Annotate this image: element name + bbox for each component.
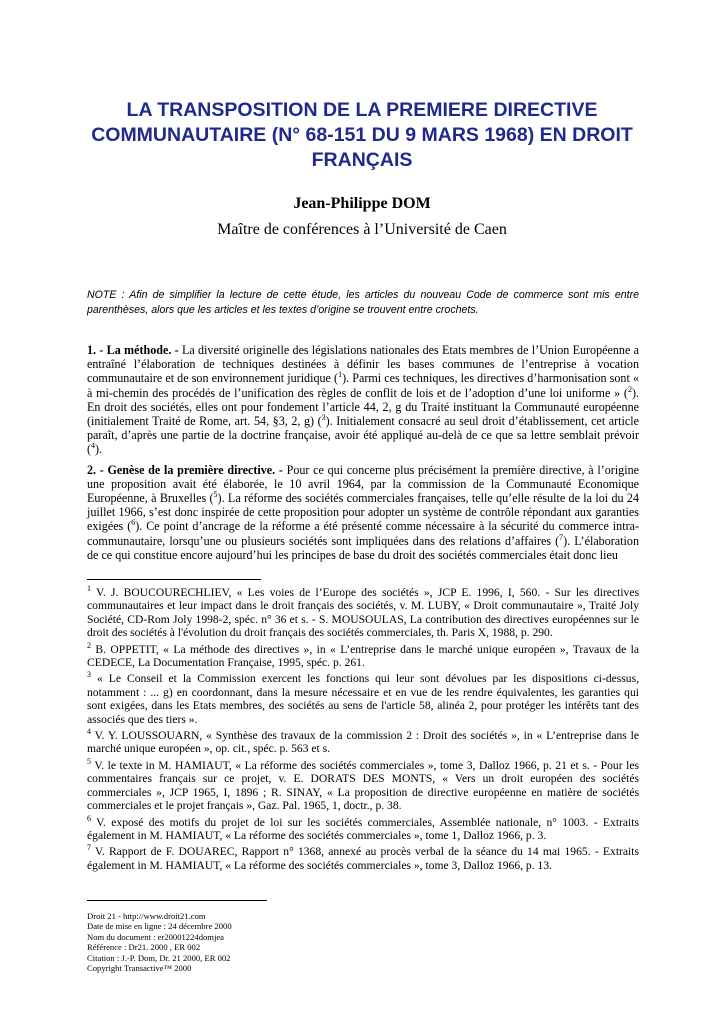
paragraph-2: 2. - Genèse de la première directive. - Pour ce qui concerne plus précisément la première directive, à l’origine une proposition avait été élaborée, le 10 avril 1964, par la commission de la Communauté Economique Européenne, à Bruxelles ($^5$). La réforme des sociétés commerciales françaises, telle qu’elle résulte de la loi du 24 juillet 1966, s’est donc inspirée de cette proposition pour adopter un système de contrôle répondant aux garanties exigées ($^6$). Ce point d’ancrage de la réforme a été présenté comme nécessaire à la sécurité du commerce intra-communautaire, lorsqu’une ou plusieurs sociétés sont impliquées dans des relations d’affaires ($^7$). L’élaboration de ce qui constitue encore aujourd’hui les principes de base du droit des sociétés commerciales était donc lieu	[87, 462, 640, 562]
footnote-text: V. Rapport de F. DOUAREC, Rapport n° 1368, annexé au procès verbal de la séance du 14 mai 1965. - Extraits également in M. HAMIAUT, « La réforme des sociétés commerciales », tome 3, Dalloz 1966, p. 13.	[87, 845, 639, 872]
footnote-number: 5	[87, 757, 91, 767]
footnote-text: « Le Conseil et la Commission exercent les fonctions qui leur sont dévolues par les dispositions ci-dessus, notamment : ... g) en coordonnant, dans la mesure nécessaire et en vue de les rendre équivalentes, les garanties qui sont exigées, dans les Etats membres, des sociétés au sens de l'article 58, alinéa 2, pour protéger les intérêts tant des associés que des tiers ».	[87, 672, 639, 726]
footnote-text: V. exposé des motifs du projet de loi sur les sociétés commerciales, Assemblée nationale, n° 1003. - Extraits également in M. HAMIAUT, « La réforme des sociétés commerciales », tome 1, Dalloz 1966, p. 3.	[87, 815, 639, 842]
footnote	[87, 586, 639, 640]
paragraph-heading: 1. - La méthode. -	[87, 343, 179, 357]
footer-site-line[interactable]: Droit 21 - http://www.droit21.com	[87, 911, 206, 921]
author-affiliation: Maître de conférences à l’Université de Caen	[217, 221, 507, 238]
footnote-number: 1	[87, 584, 91, 594]
footnote	[87, 845, 639, 872]
paragraph-1: 1. - La méthode. - La diversité originelle des législations nationales des Etats membres de l’Union Européenne a entraîné l’élaboration de techniques destinées à définir les bases communes de l’entreprise à vocation communautaire et de son environnement juridique ($^1$). Parmi ces techniques, les directives d’harmonisation sont « à mi-chemin des procédés de l’unification des règles de conflit de lois et de l’adoption d’une loi uniforme » ($^2$). En droit des sociétés, elles ont pour fondement l’article 44, 2, g du Traité instituant la Communauté européenne (initialement Traité de Rome, art. 54, §3, 2, g) ($^3$). Initialement consacré au seul droit d’établissement, cet article paraît, d’après une partie de la doctrine française, avoir été appliqué au-delà de ce que sa lettre semblait prévoir ($^4$).	[87, 343, 639, 457]
footnote-ref[interactable]: 2	[627, 384, 632, 394]
footnote-text: V. le texte in M. HAMIAUT, « La réforme des sociétés commerciales », tome 3, Dalloz 1966, p. 21 et s. - Pour les commentaires français sur ce projet, v. E. DORATS DES MONTS, « Vers un droit européen des sociétés commerciales », JCP 1965, I, 1896 ; R. SINAY, « La proposition de directive européenne en matière de sociétés commerciales et le projet français », Gaz. Pal. 1965, 1, doctr., p. 38.	[87, 758, 639, 813]
document-title	[70, 98, 654, 173]
footer-date-line: Date de mise en ligne : 24 décembre 2000	[87, 921, 232, 932]
footnote	[87, 813, 639, 843]
footnote-ref[interactable]: 1	[338, 370, 343, 380]
footnote	[87, 640, 639, 670]
footnote-ref[interactable]: 4	[91, 441, 96, 451]
footnote	[87, 759, 639, 813]
footnote-ref[interactable]: 5	[213, 490, 218, 499]
footnote-text: B. OPPETIT, « La méthode des directives », in « L’entreprise dans le marché unique européen », Travaux de la CEDECE, La Documentation Française, 1995, spéc. p. 261.	[87, 642, 639, 670]
article-body	[87, 343, 639, 568]
title-line-2: COMMUNAUTAIRE (N° 68-151 DU 9 MARS 1968) EN DROIT	[91, 124, 633, 146]
footnote-number: 4	[87, 727, 91, 737]
footnote-number: 3	[87, 670, 91, 680]
page-footer	[87, 911, 487, 973]
footnote-number: 2	[87, 640, 91, 650]
footer-citation-line: Citation : J.-P. Dom, Dr. 21 2000, ER 002	[87, 952, 231, 963]
footnote-ref[interactable]: 6	[131, 518, 136, 528]
editorial-note: NOTE : Afin de simplifier la lecture de cette étude, les articles du nouveau Code de commerce sont mis entre parenthèses, alors que les articles et les textes d’origine se trouvent entre crochets.	[87, 289, 639, 316]
footnote-ref[interactable]: 7	[559, 532, 564, 542]
paragraph-heading: 2. - Genèse de la première directive. -	[87, 462, 283, 477]
title-line-1: LA TRANSPOSITION DE LA PREMIERE DIRECTIVE	[126, 99, 598, 121]
author-name: Jean-Philippe DOM	[293, 195, 431, 212]
footer-document-line: Nom du document : er20001224domjea	[87, 931, 224, 942]
footnote-number: 6	[87, 813, 91, 823]
footnotes	[87, 586, 639, 875]
title-line-3: FRANÇAIS	[311, 149, 413, 171]
footnote-ref[interactable]: 3	[321, 412, 326, 422]
footnote	[87, 672, 639, 726]
footnote-text: V. Y. LOUSSOUARN, « Synthèse des travaux de la commission 2 : Droit des sociétés », in « L’entreprise dans le marché unique européen », op. cit., spéc. p. 563 et s.	[87, 729, 639, 756]
page-footer-separator	[87, 900, 267, 901]
footnote-number: 7	[87, 843, 91, 853]
footnote-separator	[87, 579, 261, 580]
footnote-text: V. J. BOUCOURECHLIEV, « Les voies de l’Europe des sociétés », JCP E. 1996, I, 560. - Sur les directives communautaires et leur impact dans le droit français des sociétés, v. M. LUBY, « Droit communautaire », Traité Joly Société, CD-Rom Joly 1998-2, spéc. n° 36 et s. - S. MOUSOULAS, La contribution des directives européennes sur le droit des sociétés à l'évolution du droit français des sociétés commerciales, th. Paris X, 1988, p. 290.	[87, 586, 639, 640]
footer-reference-line: Référence : Dr21. 2000 , ER 002	[87, 942, 201, 953]
footer-copyright-line: Copyright Transactive™ 2000	[87, 963, 192, 974]
footnote	[87, 729, 639, 756]
